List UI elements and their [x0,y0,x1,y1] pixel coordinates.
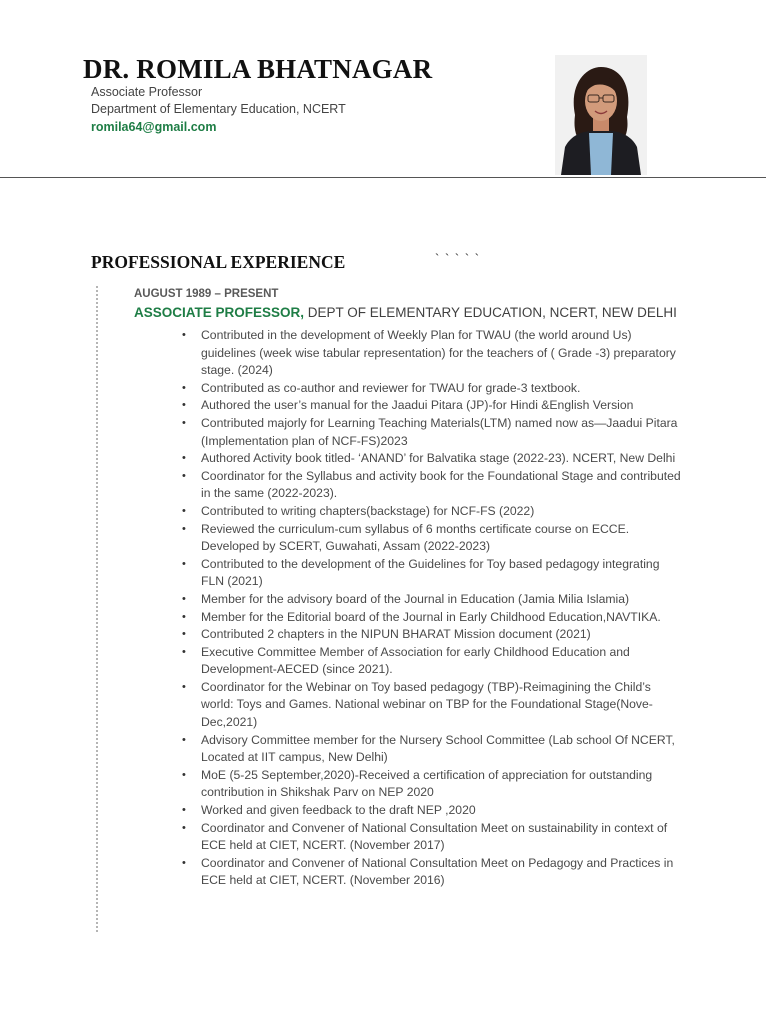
department: Department of Elementary Education, NCERT [91,102,346,116]
list-item [182,609,682,627]
list-item-text: Member for the Editorial board of the Journal in Early Childhood Education,NAVTIKA. [201,609,661,624]
list-item [182,415,682,450]
bullet-icon: • [182,768,186,781]
list-item [182,450,682,468]
bullet-icon: • [182,821,186,834]
experience-dates: AUGUST 1989 – PRESENT [134,288,279,300]
list-item-text: Advisory Committee member for the Nursery School Committee (Lab school Of NCERT, Located at IIT campus, New Delhi) [201,732,675,765]
header-divider [0,177,766,178]
list-item-text: Member for the advisory board of the Journal in Education (Jamia Milia Islamia) [201,591,630,606]
job-title: ASSOCIATE PROFESSOR, [134,305,305,320]
job-role: Associate Professor [91,85,203,99]
list-item [182,397,682,415]
list-item-text: Contributed as co-author and reviewer for TWAU for grade-3 textbook. [201,380,581,395]
bullet-icon: • [182,399,186,412]
bullet-icon: • [182,645,186,658]
list-item-text: Contributed to writing chapters(backstage) for NCF-FS (2022) [201,503,535,518]
job-organization: DEPT OF ELEMENTARY EDUCATION, NCERT, NEW DELHI [304,305,677,320]
bullet-icon: • [182,733,186,746]
bullet-icon: • [182,628,186,641]
decorative-marks: ` ` ` ` ` [435,251,481,266]
list-item-text: Contributed 2 chapters in the NIPUN BHARAT Mission document (2021) [201,627,591,642]
list-item-text: MoE (5-25 September,2020)-Received a certification of appreciation for outstanding contribution in Shikshak Parv on NEP 2020 [201,767,653,800]
email-link[interactable]: romila64@gmail.com [91,120,217,134]
list-item-text: Contributed majorly for Learning Teaching Materials(LTM) named now as—Jaadui Pitara (Implementation plan of NCF-FS)2023 [201,415,678,448]
bullet-icon: • [182,522,186,535]
list-item [182,802,682,820]
list-item [182,732,682,767]
bullet-icon: • [182,381,186,394]
list-item [182,626,682,644]
experience-list [182,327,682,890]
section-title: PROFESSIONAL EXPERIENCE [91,252,346,272]
list-item [182,855,682,890]
list-item [182,327,682,380]
bullet-icon: • [182,329,186,341]
list-item [182,767,682,802]
bullet-icon: • [182,680,186,693]
bullet-icon: • [182,610,186,623]
list-item-text: Coordinator for the Syllabus and activity book for the Foundational Stage and contributed in the same (2022-2023). [201,468,681,501]
list-item-text: Authored Activity book titled- ‘ANAND’ for Balvatika stage (2022-23). NCERT, New Delhi [201,451,676,466]
bullet-icon: • [182,804,186,817]
list-item-text: Executive Committee Member of Association for early Childhood Education and Development-AECED (since 2021). [201,644,630,677]
bullet-icon: • [182,416,186,429]
bullet-icon: • [182,557,186,570]
list-item-text: Coordinator for the Webinar on Toy based pedagogy (TBP)-Reimagining the Child’s world: Toys and Games. National webinar on TBP for the Foundational Stage(Nove-Dec,2021) [201,679,653,730]
list-item [182,521,682,556]
bullet-icon: • [182,592,186,605]
bullet-icon: • [182,452,186,465]
list-item [182,380,682,398]
list-item [182,679,682,732]
list-item [182,644,682,679]
list-item-text: Contributed in the development of Weekly Plan for TWAU (the world around Us) guidelines (week wise tabular representation) for the teachers of ( Grade -3) preparatory stage. (2024) [201,328,676,378]
profile-photo-image [555,55,647,175]
list-item-text: Coordinator and Convener of National Consultation Meet on sustainability in context of ECE held at CIET, NCERT. (November 2017) [201,820,668,853]
list-item-text: Contributed to the development of the Guidelines for Toy based pedagogy integrating FLN (2021) [201,556,660,589]
list-item [182,556,682,591]
bullet-icon: • [182,856,186,869]
timeline-dotted-line [96,286,98,932]
list-item-text: Authored the user’s manual for the Jaadui Pitara (JP)-for Hindi &English Version [201,398,634,413]
person-name: DR. ROMILA BHATNAGAR [83,54,433,84]
list-item [182,591,682,609]
bullet-icon: • [182,469,186,482]
list-item-text: Reviewed the curriculum-cum syllabus of 6 months certificate course on ECCE. Developed by SCERT, Guwahati, Assam (2022-2023) [201,521,630,554]
list-item [182,820,682,855]
list-item-text: Coordinator and Convener of National Consultation Meet on Pedagogy and Practices in ECE held at CIET, NCERT. (November 2016) [201,855,674,888]
profile-photo [555,55,647,175]
experience-heading [134,305,677,320]
list-item [182,503,682,521]
list-item-text: Worked and given feedback to the draft NEP ,2020 [201,803,476,818]
bullet-icon: • [182,504,186,517]
list-item [182,468,682,503]
